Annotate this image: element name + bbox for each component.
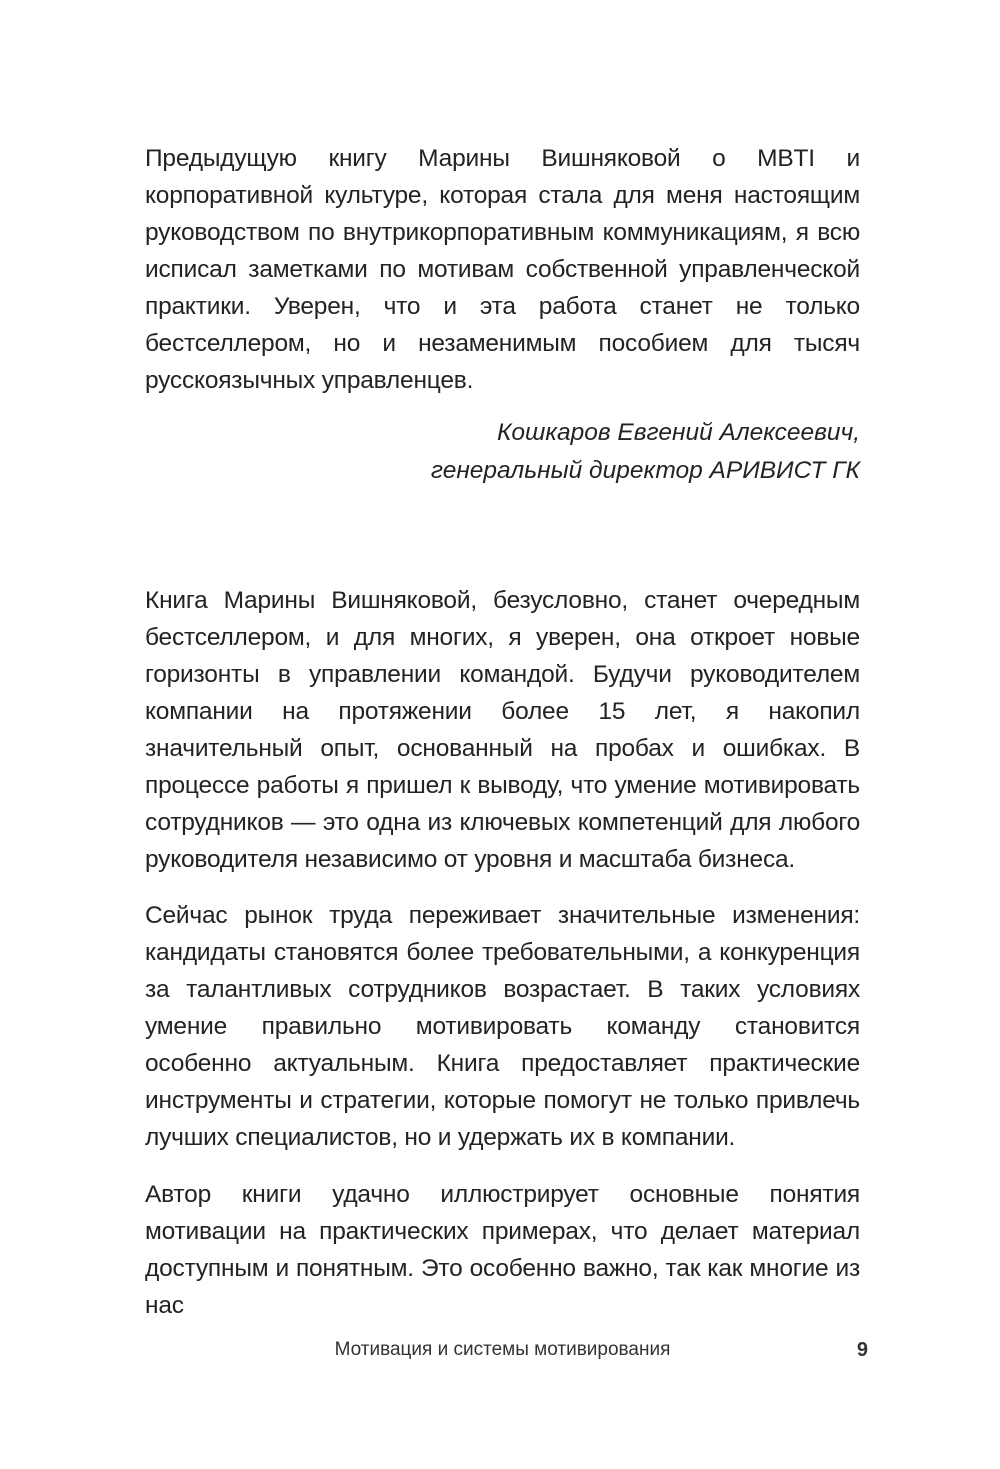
page-footer xyxy=(145,1335,868,1365)
review-paragraph-3 xyxy=(145,897,860,1156)
paragraph-text: Сейчас рынок труда переживает значительные изменения: кандидаты становятся более требовательными, а конкуренция за талантливых сотрудников возрастает. В таких условиях умение правильно мотивировать команду становится особенно актуальным. Книга предоставляет практические инструменты и стратегии, которые помогут не только привлечь лучших специалистов, но и удержать их в компании. xyxy=(145,902,860,1151)
review-paragraph-4 xyxy=(145,1176,860,1324)
signature-position: генеральный директор АРИВИСТ ГК xyxy=(430,457,860,484)
review-paragraph-1 xyxy=(145,140,860,399)
running-title: Мотивация и системы мотивирования xyxy=(334,1339,671,1360)
review-paragraph-2 xyxy=(145,582,860,878)
page-number: 9 xyxy=(856,1339,868,1361)
paragraph-text: Предыдущую книгу Марины Вишняковой о MBTI и корпоративной культуре, которая стала для меня настоящим руководством по внутрикорпоративным коммуникациям, я всю исписал заметками по мотивам собственной управленческой практики. Уверен, что и эта работа станет не только бестселлером, но и незаменимым пособием для тысяч русскоязычных управленцев. xyxy=(145,145,860,394)
review-signature xyxy=(145,414,860,490)
signature-name: Кошкаров Евгений Алексеевич, xyxy=(496,419,860,446)
paragraph-text: Автор книги удачно иллюстрирует основные понятия мотивации на практических примерах, что делает материал доступным и понятным. Это особенно важно, так как многие из нас xyxy=(145,1181,860,1319)
paragraph-text: Книга Марины Вишняковой, безусловно, станет очередным бестселлером, и для многих, я уверен, она откроет новые горизонты в управлении командой. Будучи руководителем компании на протяжении более 15 лет, я накопил значительный опыт, основанный на пробах и ошибках. В процессе работы я пришел к выводу, что умение мотивировать сотрудников — это одна из ключевых компетенций для любого руководителя независимо от уровня и масштаба бизнеса. xyxy=(145,587,860,873)
